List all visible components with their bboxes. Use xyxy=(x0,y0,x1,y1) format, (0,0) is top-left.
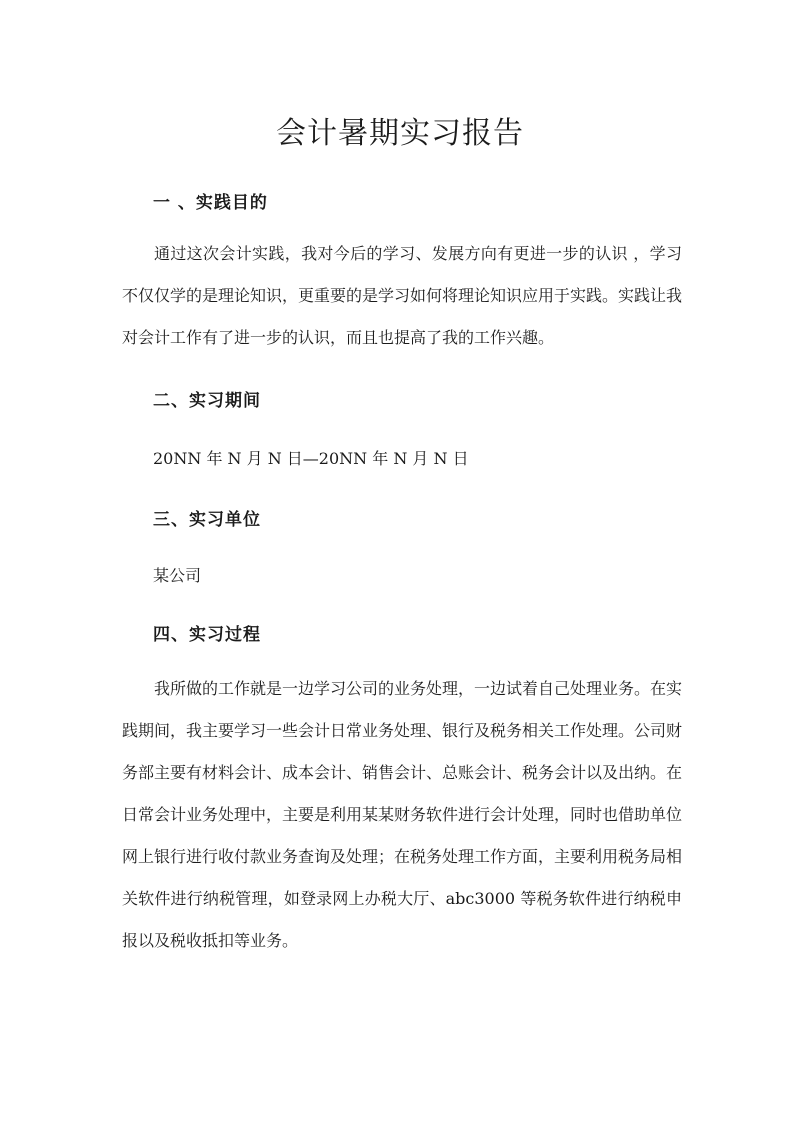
document-title: 会计暑期实习报告 xyxy=(276,116,524,151)
section-heading-purpose: 一 、实践目的 xyxy=(153,193,268,213)
section-body-purpose: 通过这次会计实践，我对今后的学习、发展方向有更进一步的认识 ，学习不仅仅学的是理论知识，更重要的是学习如何将理论知识应用于实践。实践让我对会计工作有了进一步的认识，而且也提高了我的工作兴趣。 xyxy=(122,244,683,347)
section-body-period: 20NN 年 N 月 N 日—20NN 年 N 月 N 日 xyxy=(153,449,469,468)
section-heading-period: 二、实习期间 xyxy=(153,391,261,411)
section-heading-process: 四、实习过程 xyxy=(153,625,261,645)
section-heading-unit: 三、实习单位 xyxy=(153,510,261,530)
section-body-unit: 某公司 xyxy=(153,566,202,585)
section-body-process: 我所做的工作就是一边学习公司的业务处理，一边试着自己处理业务。在实践期间，我主要学习一些会计日常业务处理、银行及税务相关工作处理。公司财务部主要有材料会计、成本会计、销售会计、总账会计、税务会计以及出纳。在日常会计业务处理中，主要是利用某某财务软件进行会计处理，同时也借助单位网上银行进行收付款业务查询及处理；在税务处理工作方面，主要利用税务局相关软件进行纳税管理，如登录网上办税大厅、abc3000 等税务软件进行纳税申报以及税收抵扣等业务。 xyxy=(122,679,683,950)
